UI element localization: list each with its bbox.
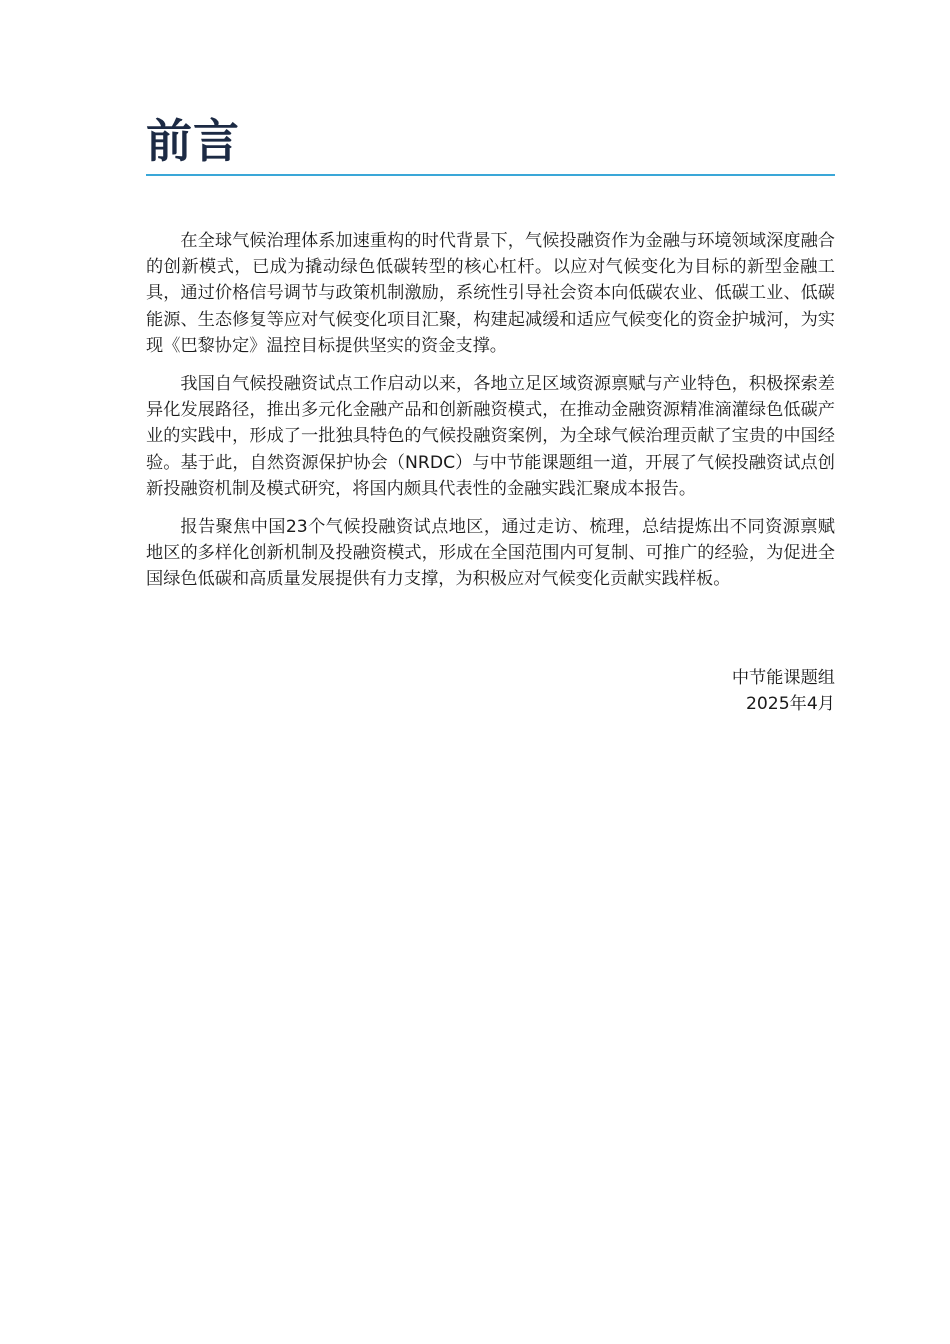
paragraph-1: 在全球气候治理体系加速重构的时代背景下，气候投融资作为金融与环境领域深度融合的创新模式，已成为撬动绿色低碳转型的核心杠杆。以应对气候变化为目标的新型金融工具，通过价格信号调节与政策机制激励，系统性引导社会资本向低碳农业、低碳工业、低碳能源、生态修复等应对气候变化项目汇聚，构建起减缓和适应气候变化的资金护城河，为实现《巴黎协定》温控目标提供坚实的资金支撑。 [146, 231, 835, 356]
signature-block [146, 665, 835, 718]
page-title: 前言 [146, 114, 240, 168]
signature-author: 中节能课题组 [731, 667, 835, 688]
paragraph-3: 报告聚焦中国23个气候投融资试点地区，通过走访、梳理，总结提炼出不同资源禀赋地区的多样化创新机制及投融资模式，形成在全国范围内可复制、可推广的经验，为促进全国绿色低碳和高质量发展提供有力支撑，为积极应对气候变化贡献实践样板。 [146, 517, 835, 590]
paragraph-2: 我国自气候投融资试点工作启动以来，各地立足区域资源禀赋与产业特色，积极探索差异化发展路径，推出多元化金融产品和创新融资模式，在推动金融资源精准滴灌绿色低碳产业的实践中，形成了一批独具特色的气候投融资案例，为全球气候治理贡献了宝贵的中国经验。基于此，自然资源保护协会（NRDC）与中节能课题组一道，开展了气候投融资试点创新投融资机制及模式研究，将国内颇具代表性的金融实践汇聚成本报告。 [146, 374, 835, 499]
preface-body [146, 228, 835, 593]
preface-page [146, 112, 835, 718]
title-divider [146, 174, 835, 176]
signature-date: 2025年4月 [745, 694, 835, 715]
